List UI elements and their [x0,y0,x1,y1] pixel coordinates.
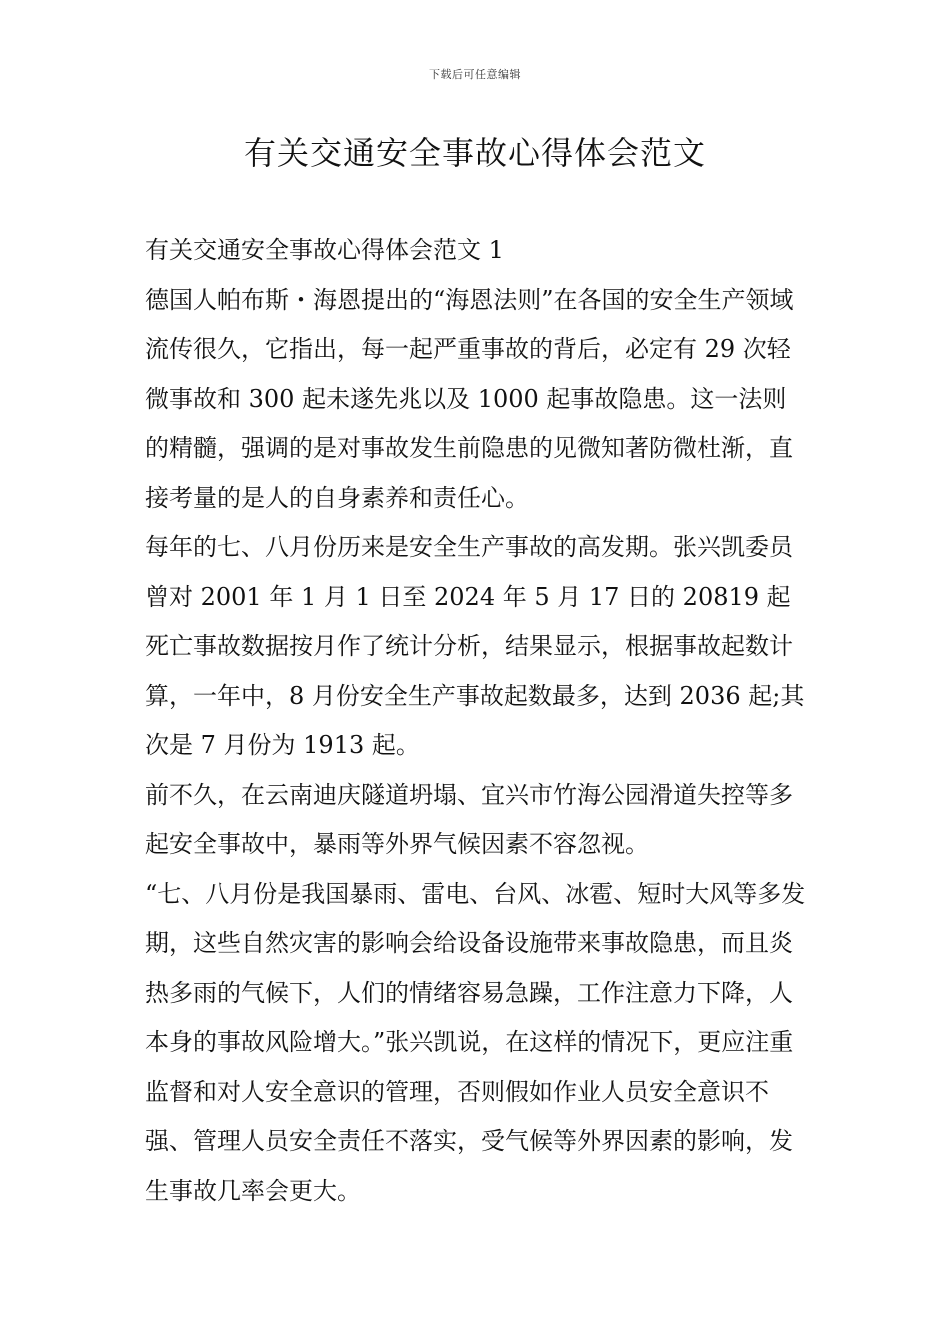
document-title: 有关交通安全事故心得体会范文 [243,134,706,172]
section-heading: 有关交通安全事故心得体会范文 1 [145,236,504,264]
paragraph-statistics: 每年的七、八月份历来是安全生产事故的高发期。张兴凯委员曾对 2001 年 1 月 1 日至 2024 年 5 月 17 日的 20819 起死亡事故数据按月作了统计分析，结果显示，根据事故起数计算，一年中，8 月份安全生产事故起数最多，达到 2036 起;其次是 7 月份为 1913 起。 [145,533,805,759]
document-body [145,226,809,1216]
header-note: 下载后可任意编辑 [429,68,521,81]
paragraph-quote: “七、八月份是我国暴雨、雷电、台风、冰雹、短时大风等多发期，这些自然灾害的影响会给设备设施带来事故隐患，而且炎热多雨的气候下，人们的情绪容易急躁，工作注意力下降，人本身的事故风险增大。”张兴凯说，在这样的情况下，更应注重监督和对人安全意识的管理，否则假如作业人员安全意识不强、管理人员安全责任不落实，受气候等外界因素的影响，发生事故几率会更大。 [145,879,806,1205]
paragraph-heinrich-law: 德国人帕布斯・海恩提出的“海恩法则”在各国的安全生产领域流传很久，它指出，每一起严重事故的背后，必定有 29 次轻微事故和 300 起未遂先兆以及 1000 起事故隐患。这一法则的精髓，强调的是对事故发生前隐患的见微知著防微杜渐，直接考量的是人的自身素养和责任心。 [145,285,794,512]
paragraph-recent-accidents: 前不久，在云南迪庆隧道坍塌、宜兴市竹海公园滑道失控等多起安全事故中，暴雨等外界气候因素不容忽视。 [145,780,793,858]
